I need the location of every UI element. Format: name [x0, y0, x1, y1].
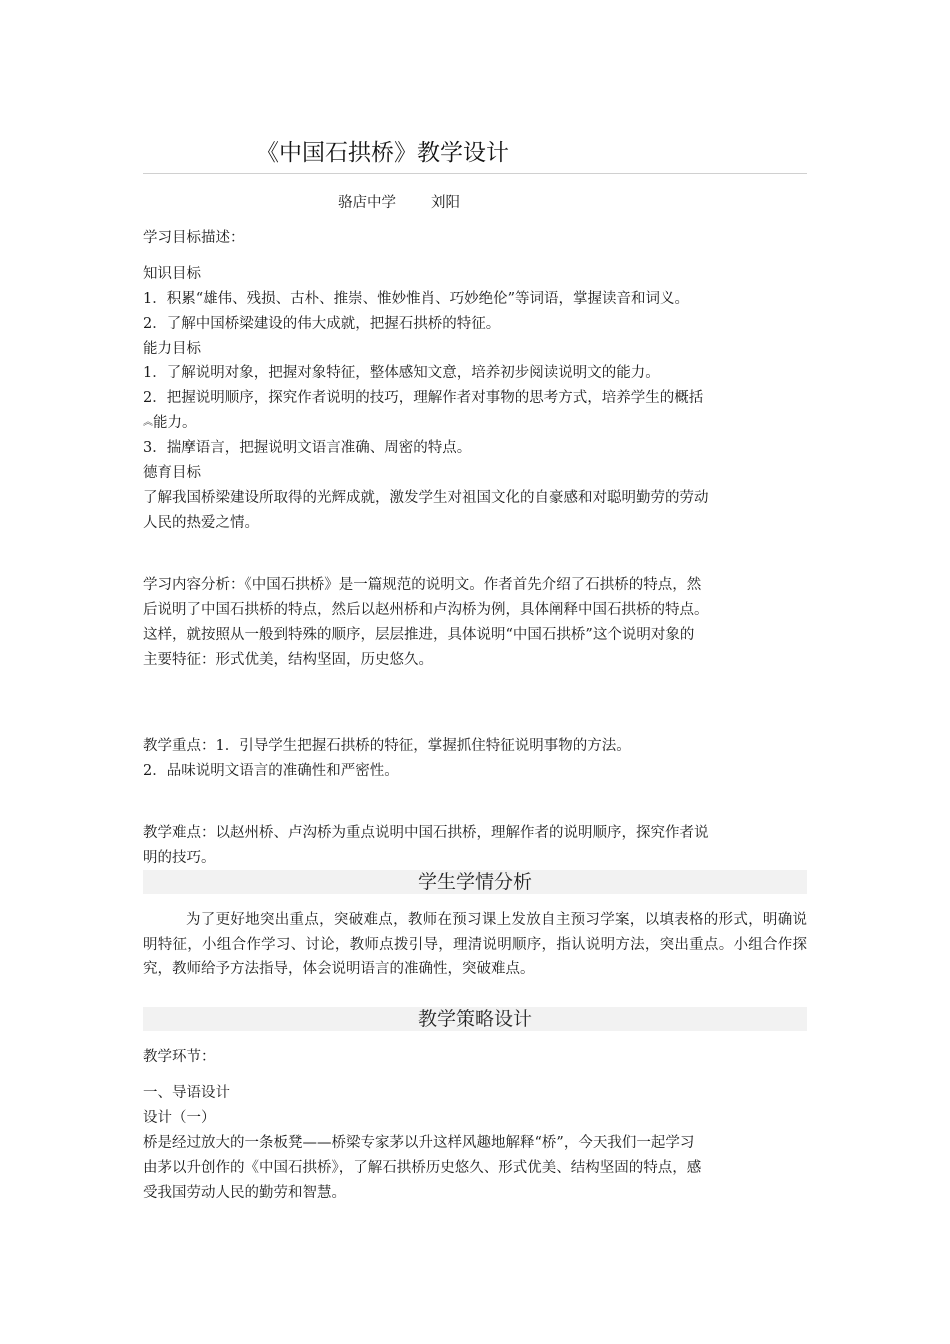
content-analysis-line-3: 这样，就按照从一般到特殊的顺序，层层推进，具体说明“中国石拱桥”这个说明对象的 [143, 627, 695, 643]
knowledge-heading: 知识目标 [143, 266, 201, 282]
knowledge-item-1: 1．积累“雄伟、残损、古朴、推崇、惟妙惟肖、巧妙绝伦”等词语，掌握读音和词义。 [143, 291, 690, 307]
strategy-heading: 教学策略设计 [143, 1007, 807, 1031]
steps-label: 教学环节： [143, 1049, 216, 1065]
caret-mark: ︽ [143, 417, 153, 428]
design-1-line-3: 受我国劳动人民的勤劳和智慧。 [143, 1185, 346, 1201]
ability-heading: 能力目标 [143, 341, 201, 357]
design-1-heading: 设计（一） [143, 1110, 216, 1126]
ability-item-2-tail: 能力。 [153, 415, 197, 431]
document-title: 《中国石拱桥》教学设计 [256, 140, 509, 166]
moral-line-1: 了解我国桥梁建设所取得的光辉成就，激发学生对祖国文化的自豪感和对聪明勤劳的劳动 [143, 490, 709, 506]
moral-line-2: 人民的热爱之情。 [143, 515, 259, 531]
content-analysis-line-1: 学习内容分析：《中国石拱桥》是一篇规范的说明文。作者首先介绍了石拱桥的特点，然 [143, 577, 702, 593]
key-points-line-2: 2．品味说明文语言的准确性和严密性。 [143, 763, 399, 779]
content-analysis-line-4: 主要特征：形式优美，结构坚固，历史悠久。 [143, 652, 433, 668]
student-analysis-text: 为了更好地突出重点，突破难点，教师在预习课上发放自主预习学案，以填表格的形式，明确说明特征，小组合作学习、讨论，教师点拨引导，理清说明顺序，指认说明方法，突出重点。小组合作探究，教师给予方法指导，体会说明语言的准确性，突破难点。 [143, 912, 807, 977]
ability-item-2: 2．把握说明顺序，探究作者说明的技巧，理解作者对事物的思考方式，培养学生的概括 [143, 390, 704, 406]
knowledge-item-2: 2．了解中国桥梁建设的伟大成就，把握石拱桥的特征。 [143, 316, 501, 332]
section-1-heading: 一、导语设计 [143, 1085, 230, 1101]
moral-heading: 德育目标 [143, 465, 201, 481]
author-name: 刘阳 [431, 195, 460, 211]
design-1-line-1: 桥是经过放大的一条板凳——桥梁专家茅以升这样风趣地解释“桥”，今天我们一起学习 [143, 1135, 695, 1151]
ability-item-3: 3．揣摩语言，把握说明文语言准确、周密的特点。 [143, 440, 472, 456]
author-school: 骆店中学 [338, 195, 396, 211]
difficulties-line-1: 教学难点：以赵州桥、卢沟桥为重点说明中国石拱桥，理解作者的说明顺序，探究作者说 [143, 825, 709, 841]
content-analysis-line-2: 后说明了中国石拱桥的特点，然后以赵州桥和卢沟桥为例，具体阐释中国石拱桥的特点。 [143, 602, 709, 618]
ability-item-1: 1．了解说明对象，把握对象特征，整体感知文意，培养初步阅读说明文的能力。 [143, 365, 660, 381]
student-analysis-heading: 学生学情分析 [143, 870, 807, 894]
objectives-heading: 学习目标描述： [143, 230, 245, 246]
ability-item-2-cont [143, 413, 197, 433]
difficulties-line-2: 明的技巧。 [143, 850, 216, 866]
key-points-line-1: 教学重点：1．引导学生把握石拱桥的特征，掌握抓住特征说明事物的方法。 [143, 738, 631, 754]
title-divider [143, 173, 807, 174]
design-1-line-2: 由茅以升创作的《中国石拱桥》，了解石拱桥历史悠久、形式优美、结构坚固的特点，感 [143, 1160, 702, 1176]
